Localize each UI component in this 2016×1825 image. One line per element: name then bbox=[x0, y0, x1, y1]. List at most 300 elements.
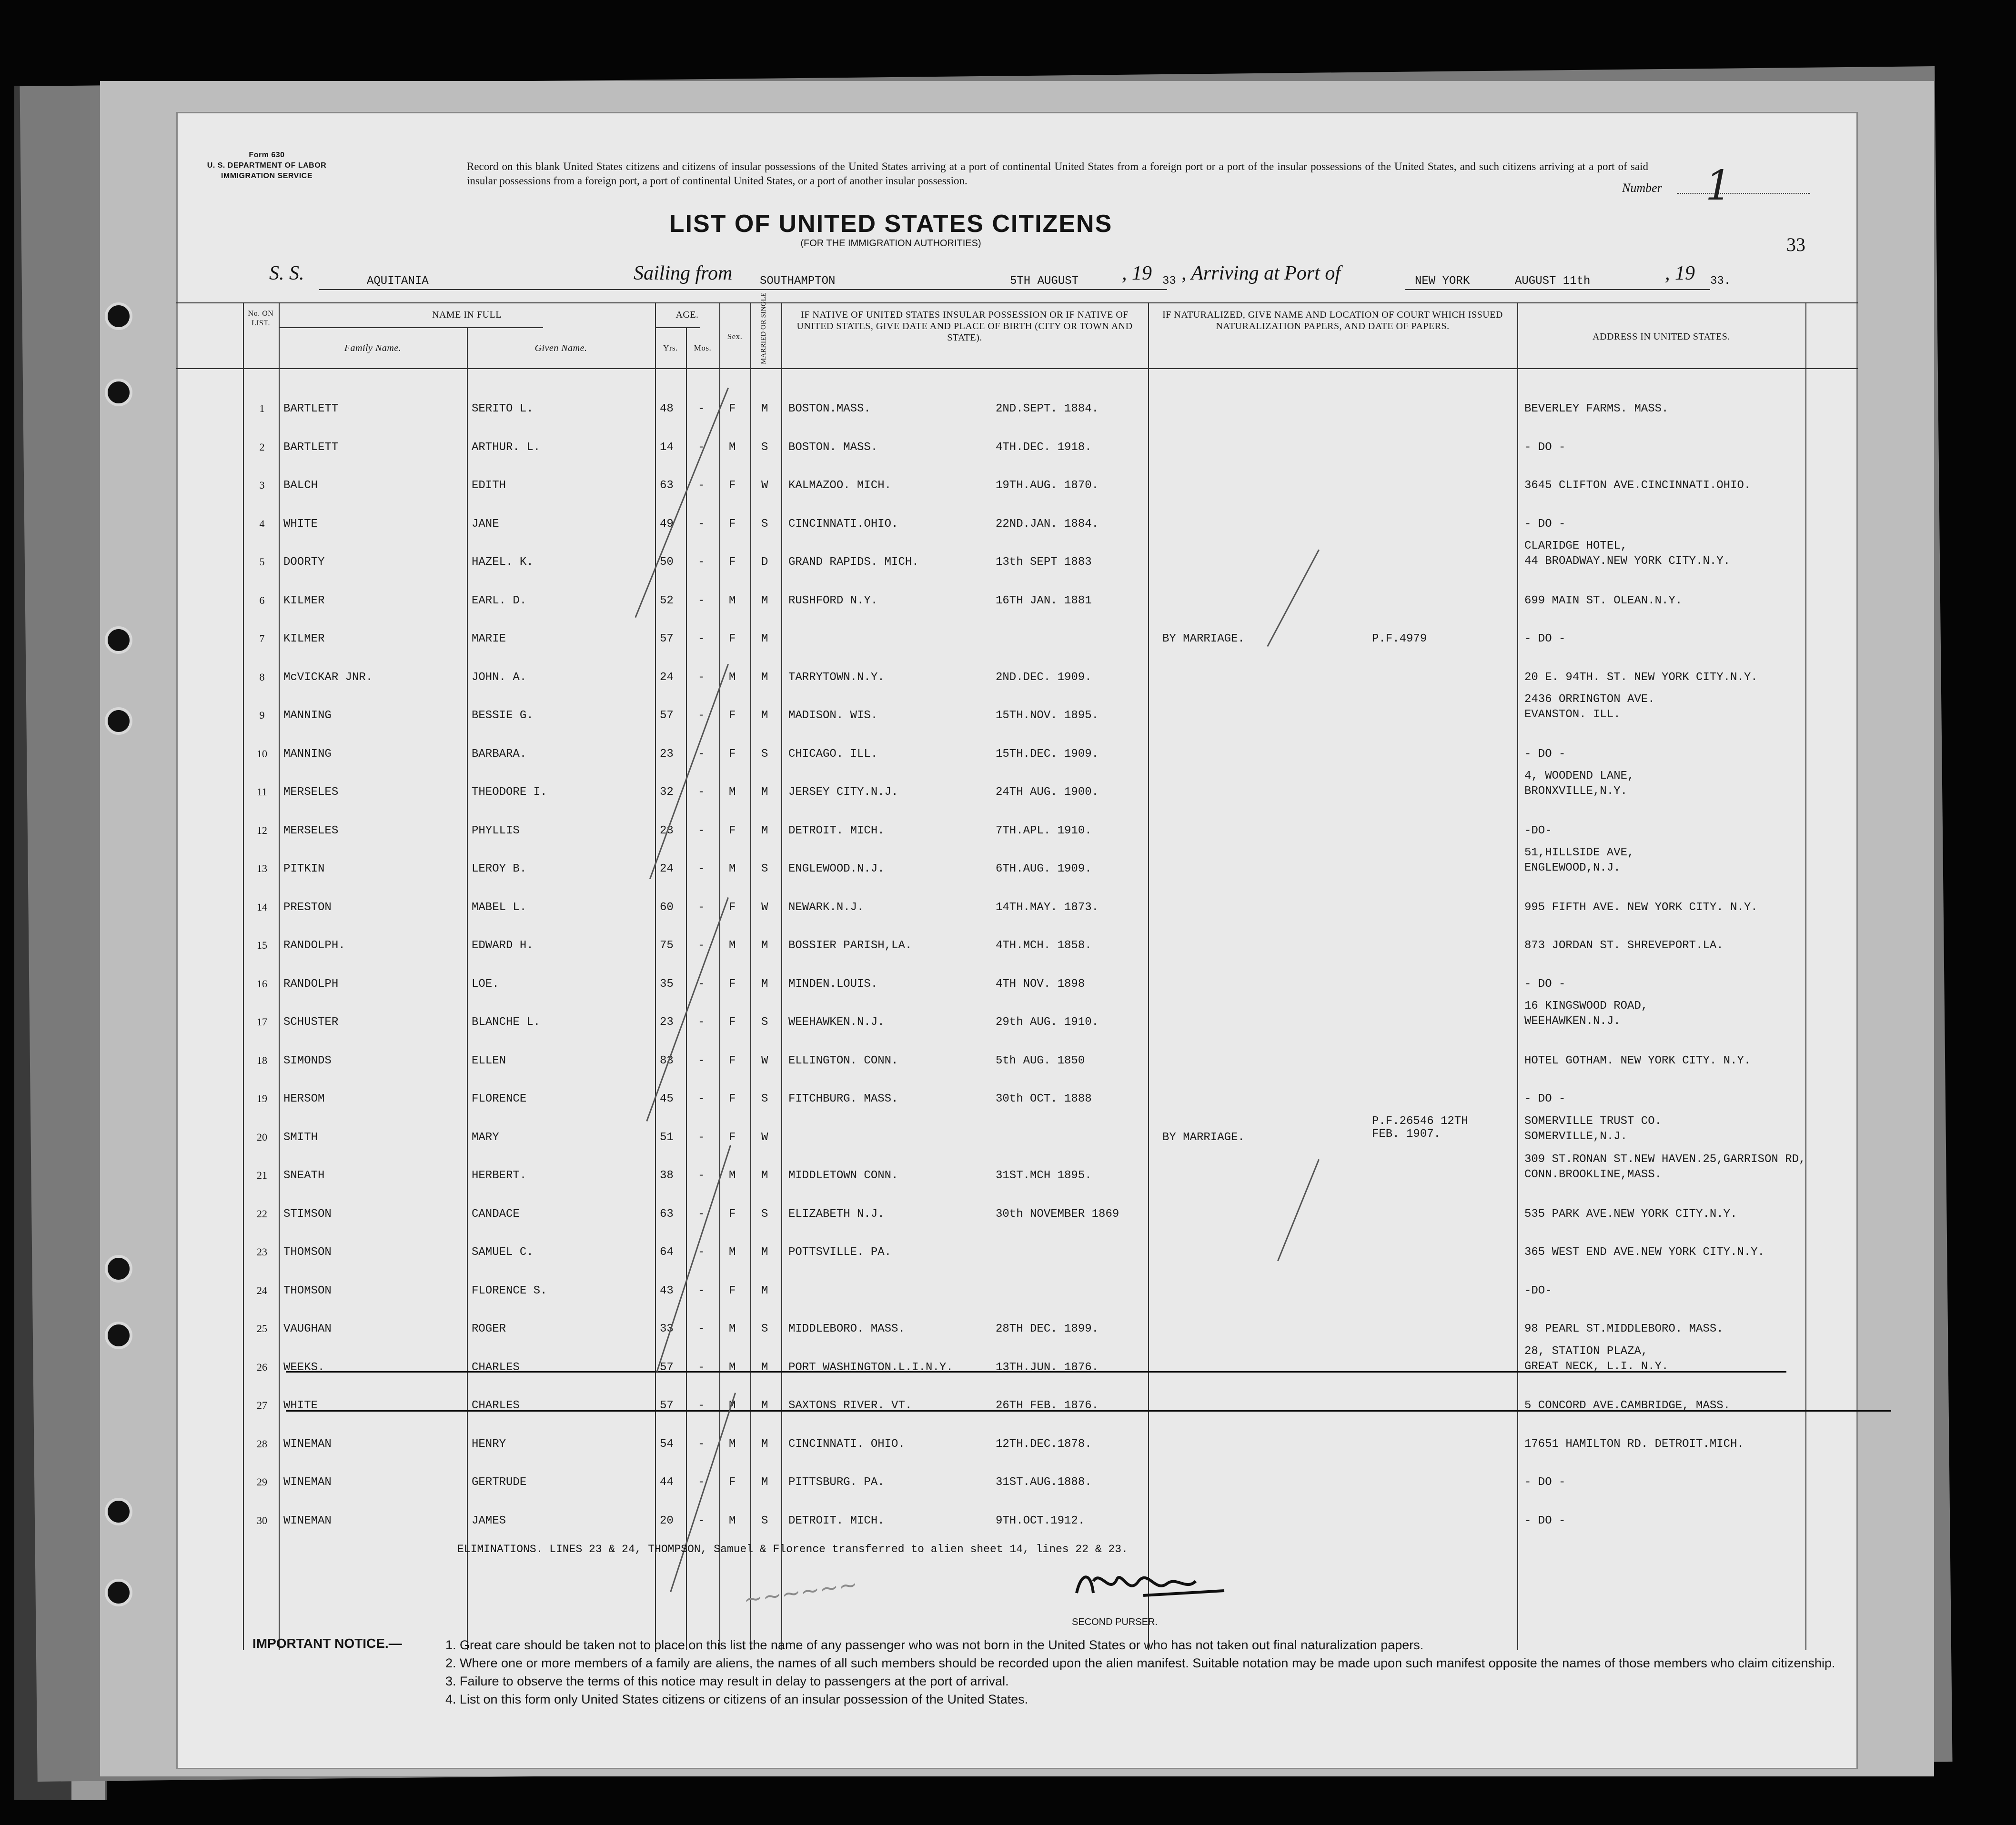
strikethrough-line-23 bbox=[286, 1371, 1786, 1373]
age-years: 35 bbox=[660, 977, 674, 991]
row-number: 23 bbox=[257, 1246, 267, 1258]
sex: F bbox=[729, 1476, 736, 1489]
arriving-label: , Arriving at Port of bbox=[1181, 262, 1341, 284]
birth-date: 15TH.NOV. 1895. bbox=[996, 709, 1099, 722]
marital-status: S bbox=[761, 1514, 768, 1527]
age-months: - bbox=[698, 1284, 705, 1297]
pencil-mark bbox=[649, 664, 729, 879]
sex: F bbox=[729, 1131, 736, 1144]
birth-place: NEWARK.N.J. bbox=[788, 901, 864, 914]
punch-hole bbox=[105, 1579, 132, 1606]
form-header bbox=[205, 150, 329, 181]
row-number: 13 bbox=[257, 862, 267, 874]
address: - DO - bbox=[1524, 632, 1566, 645]
col-rule bbox=[1805, 302, 1806, 1650]
row-number: 26 bbox=[257, 1361, 267, 1373]
eliminations-note: ELIMINATIONS. LINES 23 & 24, THOMPSON, Samuel & Florence transferred to alien sheet 14, lines 22 & 23. bbox=[457, 1543, 1128, 1555]
address: -DO- bbox=[1524, 1284, 1552, 1297]
header-yrs: Yrs. bbox=[663, 343, 678, 352]
sex: F bbox=[729, 901, 736, 914]
family-name: SMITH bbox=[283, 1131, 318, 1144]
birth-place: MADISON. WIS. bbox=[788, 709, 878, 722]
sex: F bbox=[729, 1284, 736, 1297]
naturalization-papers: P.F.26546 12TH FEB. 1907. bbox=[1372, 1114, 1468, 1141]
family-name: WEEKS. bbox=[283, 1361, 325, 1374]
arriving-line bbox=[1405, 289, 1710, 290]
year2-value: 33. bbox=[1710, 275, 1731, 288]
sex: F bbox=[729, 1016, 736, 1029]
punch-hole bbox=[105, 1498, 132, 1525]
age-months: - bbox=[698, 517, 705, 531]
row-number: 30 bbox=[257, 1514, 267, 1526]
notice-item: 3. Failure to observe the terms of this notice may result in delay to passengers at the port of arrival. bbox=[445, 1674, 1009, 1688]
address-line-2: EVANSTON. ILL. bbox=[1524, 708, 1621, 721]
arriving-port: NEW YORK bbox=[1415, 275, 1470, 288]
sex: F bbox=[729, 977, 736, 991]
given-name: MABEL L. bbox=[472, 901, 527, 914]
sex: M bbox=[729, 594, 736, 607]
family-name: WHITE bbox=[283, 1399, 318, 1412]
age-years: 57 bbox=[660, 709, 674, 722]
birth-date: 29th AUG. 1910. bbox=[996, 1016, 1099, 1029]
sailing-label: Sailing from bbox=[634, 262, 733, 284]
age-months: - bbox=[698, 747, 705, 761]
given-name: ROGER bbox=[472, 1323, 506, 1335]
birth-date: 15TH.DEC. 1909. bbox=[996, 747, 1099, 761]
naturalization: BY MARRIAGE. bbox=[1162, 1131, 1245, 1144]
age-years: 45 bbox=[660, 1093, 674, 1105]
birth-date: 14TH.MAY. 1873. bbox=[996, 901, 1099, 914]
given-name: EDITH bbox=[472, 479, 506, 492]
age-years: 57 bbox=[660, 1361, 674, 1374]
row-number: 10 bbox=[257, 747, 267, 760]
sex: M bbox=[729, 939, 736, 952]
birth-date: 22ND.JAN. 1884. bbox=[996, 517, 1099, 531]
sex: F bbox=[729, 479, 736, 492]
given-name: EARL. D. bbox=[472, 594, 527, 607]
age-years: 38 bbox=[660, 1169, 674, 1182]
address: 365 WEST END AVE.NEW YORK CITY.N.Y. bbox=[1524, 1246, 1765, 1259]
age-months: - bbox=[698, 671, 705, 684]
given-name: JAMES bbox=[472, 1514, 506, 1527]
birth-place: GRAND RAPIDS. MICH. bbox=[788, 556, 919, 569]
sex: M bbox=[729, 1399, 736, 1412]
birth-place: MIDDLETOWN CONN. bbox=[788, 1169, 898, 1182]
birth-date: 4TH NOV. 1898 bbox=[996, 977, 1085, 991]
marital-status: W bbox=[761, 1131, 768, 1144]
row-number: 2 bbox=[259, 441, 265, 453]
given-name: PHYLLIS bbox=[472, 824, 520, 837]
sex: F bbox=[729, 1093, 736, 1105]
punch-hole bbox=[105, 707, 132, 735]
marital-status: D bbox=[761, 556, 768, 569]
given-name: BARBARA. bbox=[472, 747, 527, 761]
given-name: EDWARD H. bbox=[472, 939, 534, 952]
address: - DO - bbox=[1524, 747, 1566, 761]
col-rule bbox=[655, 302, 656, 1650]
header-naturalized: IF NATURALIZED, GIVE NAME AND LOCATION OF COURT WHICH ISSUED NATURALIZATION PAPERS, AND DATE OF PAPERS. bbox=[1162, 310, 1503, 331]
age-years: 57 bbox=[660, 632, 674, 645]
address: - DO - bbox=[1524, 1476, 1566, 1489]
row-number: 5 bbox=[259, 556, 265, 568]
sex: F bbox=[729, 709, 736, 722]
header-address: ADDRESS IN UNITED STATES. bbox=[1593, 331, 1730, 342]
row-number: 27 bbox=[257, 1399, 267, 1411]
row-number: 4 bbox=[259, 517, 265, 530]
sex: M bbox=[729, 1246, 736, 1259]
punch-hole bbox=[105, 626, 132, 654]
sailing-port: SOUTHAMPTON bbox=[760, 275, 836, 288]
marital-status: S bbox=[761, 1207, 768, 1221]
marital-status: S bbox=[761, 1016, 768, 1029]
header-given: Given Name. bbox=[534, 343, 587, 353]
manifest-page bbox=[176, 112, 1858, 1769]
family-name: SCHUSTER bbox=[283, 1016, 339, 1029]
row-number: 7 bbox=[259, 632, 265, 644]
marital-status: M bbox=[761, 1169, 768, 1182]
birth-date: 30th OCT. 1888 bbox=[996, 1093, 1092, 1105]
given-name: BESSIE G. bbox=[472, 709, 534, 722]
address: 995 FIFTH AVE. NEW YORK CITY. N.Y. bbox=[1524, 901, 1758, 914]
birth-place: ELIZABETH N.J. bbox=[788, 1207, 885, 1221]
birth-place: SAXTONS RIVER. VT. bbox=[788, 1399, 912, 1412]
age-years: 63 bbox=[660, 479, 674, 492]
col-rule bbox=[781, 302, 782, 1650]
age-years: 50 bbox=[660, 556, 674, 569]
marital-status: M bbox=[761, 824, 768, 837]
family-name: VAUGHAN bbox=[283, 1323, 332, 1335]
col-rule bbox=[1148, 302, 1149, 1650]
age-years: 20 bbox=[660, 1514, 674, 1527]
given-name: CANDACE bbox=[472, 1207, 520, 1221]
row-number: 20 bbox=[257, 1131, 267, 1143]
birth-place: ENGLEWOOD.N.J. bbox=[788, 862, 885, 875]
address: CLARIDGE HOTEL, bbox=[1524, 540, 1628, 552]
number-label: Number bbox=[1622, 181, 1662, 195]
sex: M bbox=[729, 1323, 736, 1335]
birth-place: ELLINGTON. CONN. bbox=[788, 1054, 898, 1067]
given-name: GERTRUDE bbox=[472, 1476, 527, 1489]
sex: F bbox=[729, 1054, 736, 1067]
birth-date: 26TH FEB. 1876. bbox=[996, 1399, 1099, 1412]
birth-date: 2ND.DEC. 1909. bbox=[996, 671, 1092, 684]
notice-item: 4. List on this form only United States citizens or citizens of an insular possession of the United States. bbox=[445, 1692, 1028, 1706]
age-months: - bbox=[698, 441, 705, 454]
age-years: 23 bbox=[660, 747, 674, 761]
age-months: - bbox=[698, 1399, 705, 1412]
row-number: 21 bbox=[257, 1169, 267, 1181]
given-name: MARY bbox=[472, 1131, 499, 1144]
marital-status: M bbox=[761, 1246, 768, 1259]
sex: F bbox=[729, 1207, 736, 1221]
notice-list bbox=[445, 1636, 1855, 1708]
notice-item: 1. Great care should be taken not to place on this list the name of any passenger who was not born in the United States or who has not taken out final naturalization papers. bbox=[445, 1638, 1424, 1652]
given-name: SERITO L. bbox=[472, 402, 534, 415]
marital-status: S bbox=[761, 1323, 768, 1335]
sex: F bbox=[729, 824, 736, 837]
address: 535 PARK AVE.NEW YORK CITY.N.Y. bbox=[1524, 1207, 1737, 1221]
sex: F bbox=[729, 517, 736, 531]
row-number: 17 bbox=[257, 1016, 267, 1028]
row-number: 1 bbox=[259, 402, 265, 414]
age-years: 24 bbox=[660, 671, 674, 684]
age-months: - bbox=[698, 786, 705, 799]
family-name: WINEMAN bbox=[283, 1476, 332, 1489]
birth-date: 16TH JAN. 1881 bbox=[996, 594, 1092, 607]
family-name: WINEMAN bbox=[283, 1437, 332, 1451]
sheet-number: 33 bbox=[1786, 234, 1805, 255]
age-months: - bbox=[698, 1131, 705, 1144]
marital-status: M bbox=[761, 671, 768, 684]
age-months: - bbox=[698, 1437, 705, 1451]
age-months: - bbox=[698, 1476, 705, 1489]
address-line-2: ENGLEWOOD,N.J. bbox=[1524, 862, 1621, 874]
family-name: BARTLETT bbox=[283, 441, 339, 454]
family-name: THOMSON bbox=[283, 1246, 332, 1259]
row-number: 25 bbox=[257, 1323, 267, 1334]
address: - DO - bbox=[1524, 977, 1566, 991]
department: U. S. DEPARTMENT OF LABOR bbox=[207, 161, 327, 170]
address-line-2: SOMERVILLE,N.J. bbox=[1524, 1130, 1628, 1143]
age-years: 52 bbox=[660, 594, 674, 607]
age-months: - bbox=[698, 862, 705, 875]
year-label: , 19 bbox=[1122, 262, 1152, 284]
sex: M bbox=[729, 786, 736, 799]
age-years: 23 bbox=[660, 824, 674, 837]
birth-place: RUSHFORD N.Y. bbox=[788, 594, 878, 607]
service: IMMIGRATION SERVICE bbox=[221, 172, 313, 180]
age-years: 64 bbox=[660, 1246, 674, 1259]
row-number: 29 bbox=[257, 1476, 267, 1488]
birth-place: CINCINNATI. OHIO. bbox=[788, 1437, 905, 1451]
age-months: - bbox=[698, 1246, 705, 1259]
header-family: Family Name. bbox=[344, 343, 402, 353]
marital-status: S bbox=[761, 1093, 768, 1105]
page-subtitle: (FOR THE IMMIGRATION AUTHORITIES) bbox=[800, 238, 981, 249]
family-name: HERSOM bbox=[283, 1093, 325, 1105]
birth-place: CHICAGO. ILL. bbox=[788, 747, 878, 761]
birth-place: MIDDLEBORO. MASS. bbox=[788, 1323, 905, 1335]
given-name: FLORENCE S. bbox=[472, 1284, 547, 1297]
pencil-mark bbox=[1267, 550, 1320, 647]
marital-status: M bbox=[761, 1361, 768, 1374]
birth-place: PITTSBURG. PA. bbox=[788, 1476, 885, 1489]
row-number: 6 bbox=[259, 594, 265, 606]
row-number: 9 bbox=[259, 709, 265, 721]
number-line bbox=[1677, 193, 1810, 194]
age-years: 83 bbox=[660, 1054, 674, 1067]
age-months: - bbox=[698, 1361, 705, 1374]
birth-date: 12TH.DEC.1878. bbox=[996, 1437, 1092, 1451]
purser-signature bbox=[1072, 1567, 1234, 1605]
birth-place: WEEHAWKEN.N.J. bbox=[788, 1016, 885, 1029]
family-name: KILMER bbox=[283, 632, 325, 645]
pencil-mark bbox=[670, 1393, 736, 1592]
sex: M bbox=[729, 862, 736, 875]
address-line-2: CONN.BROOKLINE,MASS. bbox=[1524, 1168, 1662, 1181]
age-years: 63 bbox=[660, 1207, 674, 1221]
punch-hole bbox=[105, 302, 132, 330]
marital-status: S bbox=[761, 862, 768, 875]
birth-place: DETROIT. MICH. bbox=[788, 824, 885, 837]
age-months: - bbox=[698, 977, 705, 991]
number-value: 1 bbox=[1705, 162, 1732, 210]
row-number: 12 bbox=[257, 824, 267, 836]
given-name: FLORENCE bbox=[472, 1093, 527, 1105]
given-name: SAMUEL C. bbox=[472, 1246, 534, 1259]
address-line-2: BRONXVILLE,N.Y. bbox=[1524, 785, 1628, 798]
given-name: HENRY bbox=[472, 1437, 506, 1451]
family-name: THOMSON bbox=[283, 1284, 332, 1297]
marital-status: M bbox=[761, 1284, 768, 1297]
address: 3645 CLIFTON AVE.CINCINNATI.OHIO. bbox=[1524, 479, 1751, 492]
sex: M bbox=[729, 441, 736, 454]
sailing-line bbox=[748, 289, 1167, 290]
age-months: - bbox=[698, 709, 705, 722]
header-birth: IF NATIVE OF UNITED STATES INSULAR POSSESSION OR IF NATIVE OF UNITED STATES, GIVE DATE AND PLACE OF BIRTH (CITY OR TOWN AND STATE). bbox=[796, 310, 1133, 343]
row-number: 22 bbox=[257, 1207, 267, 1220]
age-months: - bbox=[698, 1016, 705, 1029]
intro-text: Record on this blank United States citizens and citizens of insular possessions of the United States arriving at a port of continental United States from a foreign port or a port of the insular possessions of the United States, and such citizens arriving at a port of said insular possessions from a foreign port, a port of continental United States, or a port of another insular possession. bbox=[467, 160, 1648, 187]
punch-hole bbox=[105, 1255, 132, 1283]
age-header-rule bbox=[655, 327, 700, 328]
birth-date: 6TH.AUG. 1909. bbox=[996, 862, 1092, 875]
given-name: BLANCHE L. bbox=[472, 1016, 541, 1029]
marital-status: M bbox=[761, 402, 768, 415]
sex: F bbox=[729, 747, 736, 761]
birth-date: 2ND.SEPT. 1884. bbox=[996, 402, 1099, 415]
family-name: MANNING bbox=[283, 747, 332, 761]
age-years: 23 bbox=[660, 1016, 674, 1029]
birth-date: 24TH AUG. 1900. bbox=[996, 786, 1099, 799]
birth-place: POTTSVILLE. PA. bbox=[788, 1246, 892, 1259]
age-years: 44 bbox=[660, 1476, 674, 1489]
row-number: 16 bbox=[257, 977, 267, 990]
address: 16 KINGSWOOD ROAD, bbox=[1524, 1000, 1648, 1013]
birth-date: 30th NOVEMBER 1869 bbox=[996, 1207, 1119, 1221]
birth-date: 5th AUG. 1850 bbox=[996, 1054, 1085, 1067]
header-mos: Mos. bbox=[694, 343, 712, 352]
row-number: 24 bbox=[257, 1284, 267, 1296]
ship-line bbox=[319, 289, 796, 290]
address: 699 MAIN ST. OLEAN.N.Y. bbox=[1524, 594, 1683, 607]
address: -DO- bbox=[1524, 824, 1552, 837]
given-name: JANE bbox=[472, 517, 499, 531]
age-months: - bbox=[698, 402, 705, 415]
address: - DO - bbox=[1524, 1093, 1566, 1105]
birth-place: DETROIT. MICH. bbox=[788, 1514, 885, 1527]
notice-title: IMPORTANT NOTICE.— bbox=[252, 1636, 402, 1651]
punch-hole bbox=[105, 1322, 132, 1349]
ss-label: S. S. bbox=[269, 262, 304, 284]
family-name: RANDOLPH bbox=[283, 977, 339, 991]
family-name: SIMONDS bbox=[283, 1054, 332, 1067]
pencil-mark bbox=[635, 388, 729, 618]
sex: M bbox=[729, 671, 736, 684]
address: 5 CONCORD AVE.CAMBRIDGE, MASS. bbox=[1524, 1399, 1731, 1412]
family-name: STIMSON bbox=[283, 1207, 332, 1221]
row-number: 11 bbox=[257, 786, 267, 798]
address: SOMERVILLE TRUST CO. bbox=[1524, 1114, 1662, 1128]
row-number: 14 bbox=[257, 901, 267, 913]
given-name: MARIE bbox=[472, 632, 506, 645]
given-name: ELLEN bbox=[472, 1054, 506, 1067]
given-name: HERBERT. bbox=[472, 1169, 527, 1182]
address: - DO - bbox=[1524, 517, 1566, 531]
address: 20 E. 94TH. ST. NEW YORK CITY.N.Y. bbox=[1524, 671, 1758, 684]
marital-status: W bbox=[761, 901, 768, 914]
signature-label: SECOND PURSER. bbox=[1072, 1617, 1158, 1627]
birth-date: 7TH.APL. 1910. bbox=[996, 824, 1092, 837]
name-header-rule bbox=[279, 327, 543, 328]
family-name: DOORTY bbox=[283, 556, 325, 569]
address: 4, WOODEND LANE, bbox=[1524, 770, 1634, 782]
row-number: 8 bbox=[259, 671, 265, 683]
sex: F bbox=[729, 556, 736, 569]
sex: M bbox=[729, 1169, 736, 1182]
age-years: 49 bbox=[660, 517, 674, 531]
marital-status: M bbox=[761, 594, 768, 607]
row-number: 18 bbox=[257, 1054, 267, 1066]
address: - DO - bbox=[1524, 1514, 1566, 1527]
given-name: LEROY B. bbox=[472, 862, 527, 875]
address: BEVERLEY FARMS. MASS. bbox=[1524, 402, 1669, 415]
address: 28, STATION PLAZA, bbox=[1524, 1344, 1648, 1358]
row-number: 15 bbox=[257, 939, 267, 951]
birth-date: 13th SEPT 1883 bbox=[996, 556, 1092, 569]
given-name: ARTHUR. L. bbox=[472, 441, 541, 454]
family-name: PITKIN bbox=[283, 862, 325, 875]
age-years: 51 bbox=[660, 1131, 674, 1144]
sex: M bbox=[729, 1361, 736, 1374]
family-name: MANNING bbox=[283, 709, 332, 722]
col-rule bbox=[719, 302, 720, 1650]
birth-place: BOSTON. MASS. bbox=[788, 441, 878, 454]
birth-date: 31ST.MCH 1895. bbox=[996, 1169, 1092, 1182]
birth-date: 9TH.OCT.1912. bbox=[996, 1514, 1085, 1527]
family-name: MERSELES bbox=[283, 786, 339, 799]
marital-status: M bbox=[761, 1437, 768, 1451]
marital-status: M bbox=[761, 977, 768, 991]
address-line-2: WEEHAWKEN.N.J. bbox=[1524, 1015, 1621, 1028]
age-years: 75 bbox=[660, 939, 674, 952]
family-name: WHITE bbox=[283, 517, 318, 531]
age-months: - bbox=[698, 1323, 705, 1335]
birth-place: CINCINNATI.OHIO. bbox=[788, 517, 898, 531]
row-number: 3 bbox=[259, 479, 265, 491]
year-value: 33 bbox=[1162, 275, 1176, 288]
family-name: BARTLETT bbox=[283, 402, 339, 415]
age-years: 24 bbox=[660, 862, 674, 875]
age-months: - bbox=[698, 1169, 705, 1182]
punch-hole bbox=[105, 379, 132, 406]
strikethrough-line-24 bbox=[286, 1410, 1891, 1412]
given-name: LOE. bbox=[472, 977, 499, 991]
birth-place: MINDEN.LOUIS. bbox=[788, 977, 878, 991]
birth-place: BOSSIER PARISH,LA. bbox=[788, 939, 912, 952]
family-name: MERSELES bbox=[283, 824, 339, 837]
marital-status: S bbox=[761, 441, 768, 454]
age-months: - bbox=[698, 1207, 705, 1221]
header-sex: Sex. bbox=[727, 332, 743, 341]
marital-status: M bbox=[761, 786, 768, 799]
age-years: 54 bbox=[660, 1437, 674, 1451]
arriving-date: AUGUST 11th bbox=[1515, 275, 1591, 288]
age-months: - bbox=[698, 1054, 705, 1067]
family-name: SNEATH bbox=[283, 1169, 325, 1182]
handwritten-inspector-note: ~~~~~~ bbox=[742, 1571, 860, 1614]
marital-status: S bbox=[761, 747, 768, 761]
